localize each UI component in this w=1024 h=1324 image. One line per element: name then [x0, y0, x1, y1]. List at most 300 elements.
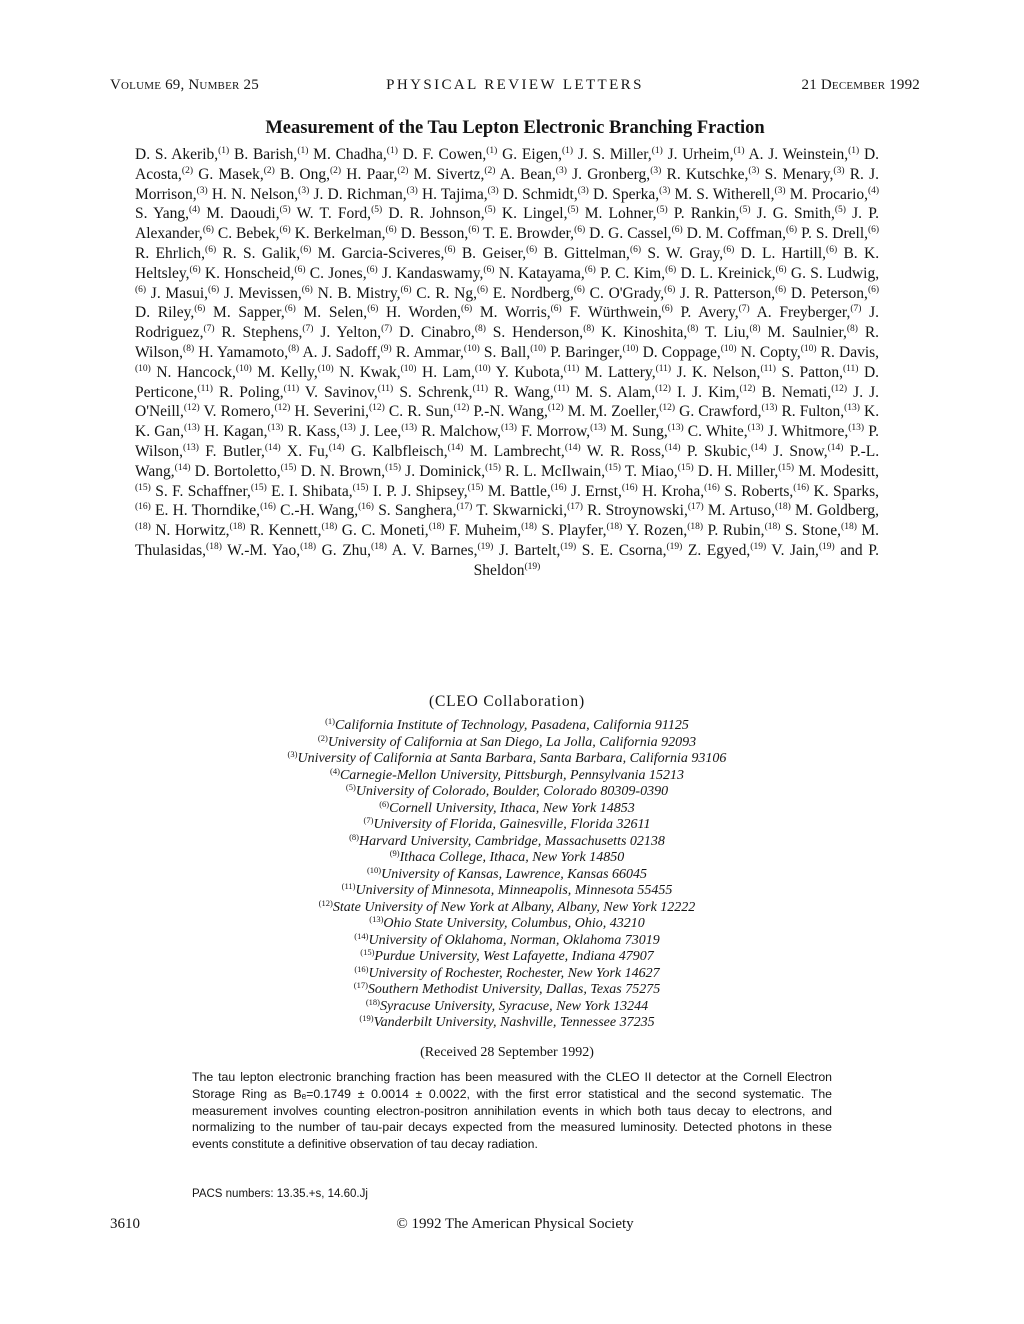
author-name: R. L. McIlwain, [505, 462, 606, 480]
affiliation [135, 883, 879, 900]
author-name: Y. Kubota, [495, 363, 564, 381]
author-name: M. Lambrecht, [469, 442, 565, 460]
author-name: X. Fu, [287, 442, 329, 460]
author [318, 285, 412, 302]
author-name: S. Ball, [483, 343, 531, 361]
author [288, 423, 356, 440]
author-affiliation-mark: (2) [330, 165, 342, 176]
author-affiliation-mark: (11) [472, 383, 489, 394]
author-name: J. G. Smith, [756, 205, 835, 223]
author [257, 364, 333, 381]
author-name: C. R. Sun, [388, 403, 454, 421]
author [666, 166, 759, 183]
affiliation [135, 784, 879, 801]
author-name: R. Davis, [820, 343, 880, 361]
author-name: P.-N. Wang, [473, 403, 548, 421]
affiliation-text: Harvard University, Cambridge, Massachusetts 02138 [359, 833, 665, 849]
author-affiliation-mark: (8) [749, 324, 761, 335]
author [500, 166, 567, 183]
author-affiliation-mark: (6) [468, 225, 480, 236]
author-affiliation-mark: (8) [846, 324, 858, 335]
author [494, 384, 569, 401]
author-affiliation-mark: (13) [747, 423, 764, 434]
author [572, 166, 661, 183]
author-name: M. Lohner, [584, 205, 657, 223]
author-name: B. Ong, [280, 165, 330, 183]
author [470, 443, 581, 460]
author-name: D. Perticone, [135, 363, 880, 401]
author-affiliation-mark: (7) [302, 324, 314, 335]
affiliation [135, 831, 879, 851]
author-name: V. Savinov, [304, 383, 378, 401]
affiliation-number: (4) [330, 765, 340, 776]
affiliation-number: (16) [354, 963, 369, 974]
author-name: S. F. Schaffner, [155, 482, 251, 500]
author [313, 146, 398, 163]
author [399, 384, 488, 401]
author-name: J. Kandaswamy, [381, 264, 484, 282]
author [205, 443, 280, 460]
author-affiliation-mark: (6) [665, 264, 677, 275]
author [767, 324, 858, 341]
author [360, 423, 417, 440]
author [674, 205, 751, 222]
affiliation-number: (1) [325, 716, 335, 726]
author [589, 225, 683, 242]
author-name: B. Geiser, [461, 244, 527, 262]
author [320, 324, 392, 341]
author-affiliation-mark: (14) [328, 442, 345, 453]
author-affiliation-mark: (6) [194, 304, 206, 315]
author-affiliation-mark: (11) [563, 363, 580, 374]
affiliation-text: Cornell University, Ithaca, New York 14853 [389, 800, 635, 816]
author [297, 205, 383, 222]
author-name: P. Baringer, [550, 343, 623, 361]
affiliation-number: (19) [359, 1013, 374, 1023]
author-affiliation-mark: (10) [800, 343, 817, 354]
author [203, 403, 290, 420]
author-affiliation-mark: (8) [183, 343, 195, 354]
affiliation [135, 916, 879, 933]
author-affiliation-mark: (6) [671, 225, 683, 236]
affiliation [135, 1015, 879, 1032]
author [550, 344, 638, 361]
author-affiliation-mark: (6) [202, 225, 214, 236]
author-affiliation-mark: (17) [567, 502, 583, 513]
author [493, 285, 585, 302]
author [234, 146, 308, 163]
author [378, 502, 472, 519]
author-name: J. Bartelt, [498, 541, 561, 559]
author-affiliation-mark: (10) [530, 343, 547, 354]
author-name: M. Garcia-Sciveres, [317, 244, 445, 262]
author-name: M. Modesitt, [798, 462, 880, 480]
author-affiliation-mark: (3) [748, 165, 760, 176]
author-name: Y. Rozen, [626, 522, 688, 540]
author-affiliation-mark: (13) [183, 423, 200, 434]
author-name: W. T. Ford, [296, 205, 372, 223]
author-name: D. M. Coffman, [686, 225, 786, 243]
author [480, 304, 562, 321]
author-affiliation-mark: (4) [189, 205, 201, 216]
author-affiliation-mark: (16) [704, 482, 720, 493]
author-affiliation-mark: (11) [553, 383, 570, 394]
pacs-numbers: PACS numbers: 13.35.+s, 14.60.Jj [192, 1188, 368, 1200]
author-affiliation-mark: (18) [521, 522, 537, 533]
author-affiliation-mark: (6) [573, 284, 585, 295]
author-affiliation-mark: (6) [723, 244, 735, 255]
author-name: P. Rankin, [673, 205, 740, 223]
author-name: K. Lingel, [501, 205, 568, 223]
affiliation-text: Southern Methodist University, Dallas, Texas 75275 [367, 982, 661, 997]
author-affiliation-mark: (1) [386, 146, 398, 156]
author-affiliation-mark: (12) [831, 383, 848, 394]
author-name: J. D. Richman, [313, 185, 407, 203]
author [414, 166, 496, 183]
author [781, 364, 858, 381]
author-affiliation-mark: (6) [461, 304, 473, 315]
author [204, 423, 283, 440]
author [757, 304, 862, 321]
author-name: P. C. Kim, [600, 264, 666, 282]
author-affiliation-mark: (14) [564, 442, 581, 453]
author-affiliation-mark: (5) [834, 205, 846, 216]
author [310, 265, 378, 282]
author-name: D. L. Hartill, [740, 244, 827, 262]
author [781, 403, 859, 420]
author [405, 463, 501, 480]
author-affiliation-mark: (3) [555, 165, 567, 176]
author-affiliation-mark: (2) [397, 165, 409, 176]
author-name: A. Freyberger, [756, 304, 851, 322]
author-affiliation-mark: (6) [550, 304, 562, 315]
author [302, 344, 391, 361]
author [213, 304, 296, 321]
author-name: H. Lam, [422, 363, 475, 381]
author-affiliation-mark: (3) [774, 185, 786, 196]
author [389, 403, 469, 420]
author [705, 324, 761, 341]
author-name: D. Riley, [135, 304, 195, 322]
author [677, 384, 755, 401]
author-affiliation-mark: (10) [720, 343, 737, 354]
author [496, 364, 580, 381]
author-name: R. Kutschke, [666, 165, 749, 183]
author-name: E. I. Shibata, [271, 482, 353, 500]
author [757, 205, 846, 222]
author [227, 542, 316, 559]
author-affiliation-mark: (7) [203, 324, 215, 335]
author [156, 364, 251, 381]
author-name: F. Muheim, [449, 522, 522, 540]
author-affiliation-mark: (12) [659, 403, 676, 414]
author-affiliation-mark: (10) [474, 363, 491, 374]
author-name: P. Rubin, [707, 522, 765, 540]
author-name: D. Peterson, [790, 284, 868, 302]
author-name: A. Bean, [499, 165, 556, 183]
author [198, 166, 275, 183]
author-name: M. Procario, [789, 185, 869, 203]
author [403, 146, 498, 163]
author-affiliation-mark: (5) [656, 205, 668, 216]
author [708, 502, 791, 519]
author-affiliation-mark: (18) [774, 502, 791, 513]
author-name: and P. Sheldon [473, 541, 879, 579]
affiliation-number: (12) [318, 897, 333, 908]
author-name: J. J. O'Neill, [135, 383, 880, 421]
affiliation-text: University of Rochester, Rochester, New York 14627 [368, 965, 660, 981]
author-affiliation-mark: (6) [584, 264, 596, 275]
author-name: V. Romero, [203, 403, 275, 421]
author [642, 483, 720, 500]
author [708, 522, 781, 539]
author-affiliation-mark: (18) [229, 522, 246, 533]
author-name: J. Dominick, [405, 462, 486, 480]
author-name: R. Stroynowski, [587, 502, 688, 520]
author-affiliation-mark: (14) [750, 442, 767, 453]
author-name: H. Paar, [346, 165, 398, 183]
affiliation-text: University of Colorado, Boulder, Colorado 80309-0390 [355, 784, 669, 799]
author-name: G. Zhu, [321, 541, 372, 559]
author-affiliation-mark: (6) [483, 264, 495, 275]
affiliation-number: (6) [379, 798, 390, 809]
author-name: G. Masek, [198, 165, 264, 183]
author-affiliation-mark: (7) [381, 324, 393, 335]
author-affiliation-mark: (16) [358, 502, 374, 513]
author-affiliation-mark: (3) [406, 185, 418, 196]
author-affiliation-mark: (6) [476, 284, 489, 295]
author-affiliation-mark: (6) [279, 225, 291, 236]
author [295, 225, 397, 242]
author [250, 522, 337, 539]
author-affiliation-mark: (11) [283, 383, 300, 394]
collaboration-name: (CLEO Collaboration) [429, 693, 585, 710]
author [568, 403, 675, 420]
author-name: F. Butler, [205, 442, 265, 460]
author-name: M. Artuso, [707, 502, 775, 520]
author-affiliation-mark: (6) [400, 284, 412, 295]
author-affiliation-mark: (3) [196, 185, 208, 196]
author [399, 324, 486, 341]
author [587, 443, 681, 460]
author-affiliation-mark: (6) [526, 244, 538, 255]
author-affiliation-mark: (18) [321, 522, 338, 533]
author-affiliation-mark: (13) [501, 423, 517, 434]
author-affiliation-mark: (10) [235, 363, 252, 374]
affiliation [135, 798, 879, 818]
author-affiliation-mark: (6) [786, 225, 798, 236]
volume-number: Volume 69, Number 25 [110, 77, 259, 93]
author-name: D. Besson, [400, 225, 469, 243]
author-name: I. P. J. Shipsey, [372, 482, 468, 500]
author-name: M. M. Zoeller, [567, 403, 660, 421]
author [222, 245, 311, 262]
author-affiliation-mark: (3) [659, 185, 671, 196]
author-name: M. Sung, [610, 423, 668, 441]
author-affiliation-mark: (15) [605, 462, 621, 473]
author-name: N. Kwak, [339, 363, 401, 381]
author [585, 205, 668, 222]
abstract: The tau lepton electronic branching fraction has been measured with the CLEO II detector at the Cornell Electron Storage Ring as Bₑ=0.1749 ± 0.0014 ± 0.0022, with the first error statistical and the second systematic. The measurement involves counting electron-positron annihilation events in which both taus decay to electrons, and normalizing to the number of tau-pair decays expected from the measured luminosity. Detected photons in these events constitute a definitive observation of tau decay radiation. [192, 1070, 832, 1152]
affiliation-text: Ithaca College, Ithaca, New York 14850 [399, 850, 625, 865]
author [724, 483, 809, 500]
author-name: J. R. Patterson, [679, 284, 776, 302]
author-name: R. Ehrlich, [135, 244, 206, 262]
author-affiliation-mark: (2) [181, 165, 193, 176]
author [287, 443, 345, 460]
author-name: I. J. Kim, [677, 383, 740, 401]
author-affiliation-mark: (2) [263, 165, 275, 176]
author-affiliation-mark: (18) [300, 541, 316, 552]
author [505, 463, 621, 480]
author [318, 245, 456, 262]
author-name: R. J. Morrison, [135, 165, 880, 203]
author-name: B. Nemati, [761, 383, 832, 401]
author [502, 205, 579, 222]
author-affiliation-mark: (18) [428, 522, 445, 533]
author [680, 265, 786, 282]
author-name: J. Urheim, [667, 146, 734, 163]
author [590, 285, 676, 302]
author-affiliation-mark: (14) [174, 462, 191, 473]
author-name: S. W. Gray, [647, 244, 724, 262]
author [206, 205, 290, 222]
author-name: E. H. Thorndike, [155, 502, 261, 520]
author-affiliation-mark: (12) [453, 403, 470, 414]
affiliation-number: (15) [360, 947, 375, 957]
author-affiliation-mark: (12) [274, 403, 291, 414]
author-name: H. Tajima, [421, 185, 488, 203]
author-affiliation-mark: (15) [778, 462, 795, 473]
author-name: K. Sparks, [813, 482, 880, 500]
author-affiliation-mark: (9) [380, 343, 392, 354]
author-name: R. Kennett, [249, 522, 322, 540]
author [790, 186, 879, 203]
author [647, 245, 734, 262]
author-name: M. S. Alam, [575, 383, 656, 401]
author-affiliation-mark: (18) [764, 522, 781, 533]
author-affiliation-mark: (13) [267, 423, 284, 434]
author [422, 364, 491, 381]
author-name: P. S. Drell, [801, 225, 869, 243]
author [521, 423, 606, 440]
author-affiliation-mark: (6) [444, 244, 456, 255]
author [503, 186, 589, 203]
author-affiliation-mark: (16) [793, 482, 810, 493]
author-affiliation-mark: (18) [687, 522, 704, 533]
author-affiliation-mark: (17) [687, 502, 704, 513]
author [679, 403, 777, 420]
author-affiliation-mark: (8) [687, 324, 699, 335]
author-affiliation-mark: (15) [677, 462, 694, 473]
author-name: K. Honscheid, [204, 264, 295, 282]
author [388, 205, 495, 222]
author [488, 483, 567, 500]
author-name: M. Goldberg, [795, 502, 880, 520]
author-affiliation-mark: (5) [567, 205, 579, 216]
author [219, 384, 299, 401]
author [342, 522, 445, 539]
author [681, 304, 750, 321]
author-affiliation-mark: (13) [761, 403, 778, 414]
page-footer [110, 1216, 920, 1238]
author-affiliation-mark: (1) [297, 146, 309, 156]
affiliation-text: University of Kansas, Lawrence, Kansas 66045 [381, 866, 648, 882]
author-name: M. Thulasidas, [135, 522, 880, 559]
author-affiliation-mark: (6) [366, 264, 378, 275]
author-affiliation-mark: (10) [463, 343, 480, 354]
author-affiliation-mark: (6) [775, 264, 787, 275]
author-affiliation-mark: (3) [487, 185, 499, 196]
affiliation-number: (8) [349, 831, 359, 842]
author [698, 463, 794, 480]
author-name: J. P. Alexander, [135, 205, 879, 243]
affiliation-text: Vanderbilt University, Nashville, Tennessee 37235 [373, 1015, 655, 1030]
affiliation [135, 996, 879, 1016]
author-name: J. S. Miller, [577, 146, 652, 163]
author-name: J. Snow, [773, 442, 828, 460]
affiliation [135, 732, 879, 752]
affiliation-text: State University of New York at Albany, Albany, New York 12222 [332, 899, 696, 915]
author-affiliation-mark: (5) [484, 205, 496, 216]
affiliation-number: (10) [366, 864, 382, 875]
author [610, 423, 683, 440]
author [221, 324, 313, 341]
author-name: E. Nordberg, [492, 284, 574, 302]
author-affiliation-mark: (6) [867, 284, 880, 295]
author [301, 463, 401, 480]
author-name: M. Worris, [479, 304, 551, 322]
author-affiliation-mark: (13) [844, 403, 860, 414]
author-name: N. Katayama, [498, 264, 585, 282]
author-name: M. Kelly, [257, 363, 318, 381]
author [151, 285, 219, 302]
author-affiliation-mark: (8) [288, 343, 300, 354]
author [386, 304, 472, 321]
affiliation [135, 718, 879, 735]
author [280, 166, 341, 183]
affiliation [135, 897, 879, 917]
author-name: J. Masui, [150, 284, 209, 302]
author-affiliation-mark: (18) [606, 522, 623, 533]
author-affiliation-mark: (15) [135, 482, 151, 493]
author-affiliation-mark: (19) [560, 541, 577, 552]
author [421, 423, 517, 440]
author-affiliation-mark: (1) [733, 146, 745, 156]
author-name: N. Hancock, [156, 363, 236, 381]
author [195, 463, 297, 480]
affiliation-text: University of Minnesota, Minneapolis, Minnesota 55455 [355, 883, 673, 898]
author-affiliation-mark: (18) [841, 522, 857, 533]
author-name: S. Yang, [135, 205, 189, 223]
author [322, 542, 387, 559]
author-name: M. Sivertz, [413, 165, 485, 183]
author-name: S. Playfer, [541, 522, 607, 540]
affiliation [135, 982, 879, 999]
author [476, 502, 583, 519]
author [578, 146, 663, 163]
affiliation [135, 949, 879, 966]
author-name: R. Ammar, [395, 343, 464, 361]
affiliation [135, 751, 879, 768]
author [224, 285, 313, 302]
author-name: C. Bebek, [217, 225, 280, 243]
author [601, 324, 698, 341]
author-name: H. N. Nelson, [211, 185, 299, 203]
author-affiliation-mark: (6) [284, 304, 296, 315]
affiliation [135, 765, 879, 785]
author-name: W. R. Ross, [586, 442, 665, 460]
